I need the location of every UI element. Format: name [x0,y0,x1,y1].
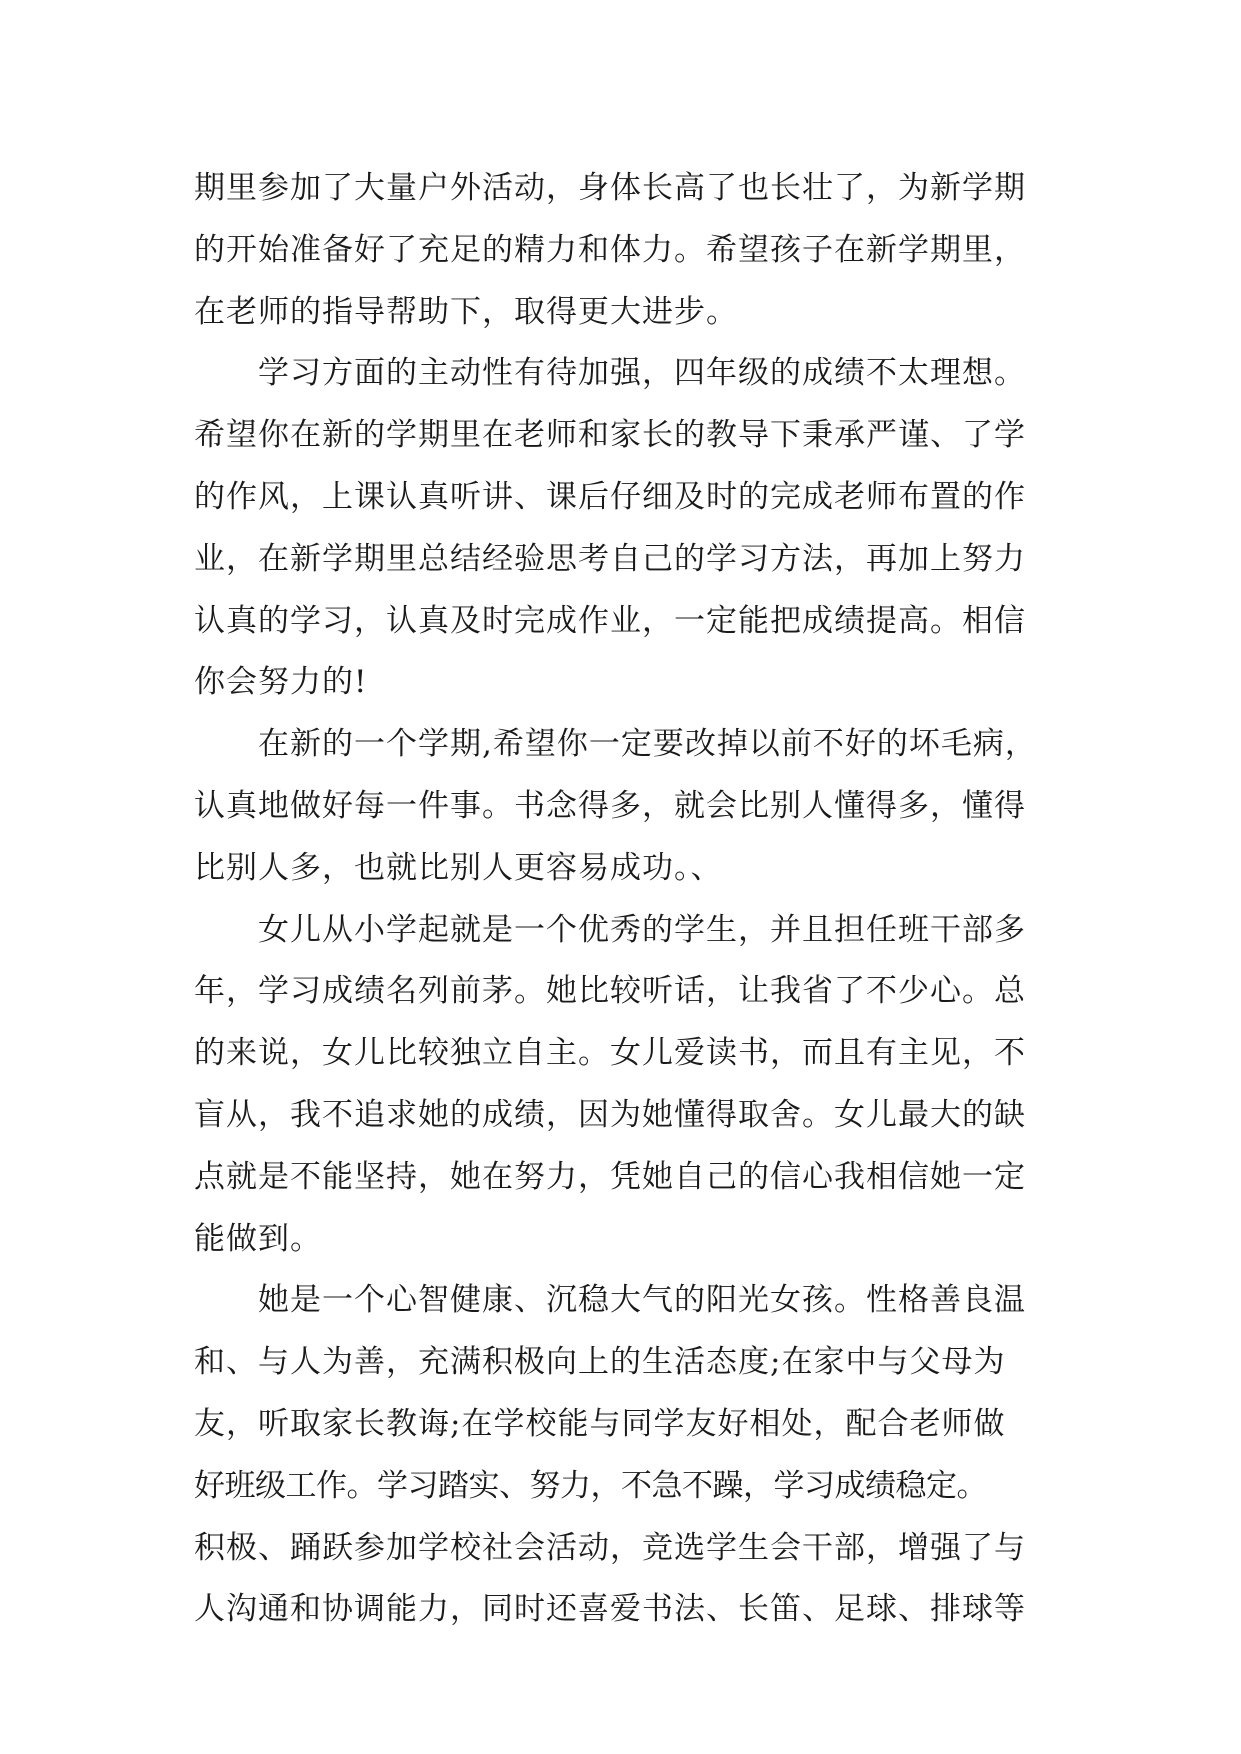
text-line: 友，听取家长教诲;在学校能与同学友好相处，配合老师做 [194,1405,1006,1442]
paragraph-first-line: 学习方面的主动性有待加强，四年级的成绩不太理想。 [258,355,1026,392]
text-line: 比别人多，也就比别人更容易成功。、 [194,849,723,886]
text-line: 年，学习成绩名列前茅。她比较听话，让我省了不少心。总 [194,973,1026,1010]
text-line: 的来说，女儿比较独立自主。女儿爱读书，而且有主见，不 [194,1035,1026,1072]
text-line: 积极、踊跃参加学校社会活动，竞选学生会干部，增强了与 [194,1529,1026,1566]
text-line: 期里参加了大量户外活动，身体长高了也长壮了，为新学期 [194,170,1026,206]
text-line: 的开始准备好了充足的精力和体力。希望孩子在新学期里， [194,231,1026,268]
text-line: 业，在新学期里总结经验思考自己的学习方法，再加上努力 [194,540,1026,577]
text-line: 好班级工作。学习踏实、努力，不急不躁，学习成绩稳定。 [194,1467,987,1504]
text-line: 的作风，上课认真听讲、课后仔细及时的完成老师布置的作 [194,478,1026,515]
paragraph-first-line: 在新的一个学期,希望你一定要改掉以前不好的坏毛病， [258,726,1037,763]
paragraph-first-line: 女儿从小学起就是一个优秀的学生，并且担任班干部多 [258,911,1026,948]
text-line: 认真地做好每一件事。书念得多，就会比别人懂得多，懂得 [194,787,1026,824]
text-line: 盲从，我不追求她的成绩，因为她懂得取舍。女儿最大的缺 [194,1096,1026,1133]
text-line: 点就是不能坚持，她在努力，凭她自己的信心我相信她一定 [194,1158,1026,1195]
text-line: 人沟通和协调能力，同时还喜爱书法、长笛、足球、排球等 [194,1591,1026,1628]
text-line: 你会努力的! [194,664,368,701]
text-line: 在老师的指导帮助下，取得更大进步。 [194,293,738,330]
text-line: 认真的学习，认真及时完成作业，一定能把成绩提高。相信 [194,602,1026,639]
text-line: 希望你在新的学期里在老师和家长的教导下秉承严谨、了学 [194,417,1026,454]
text-line: 和、与人为善，充满积极向上的生活态度;在家中与父母为 [194,1344,1006,1381]
text-line: 能做到。 [194,1220,322,1257]
paragraph-first-line: 她是一个心智健康、沉稳大气的阳光女孩。性格善良温 [258,1282,1026,1319]
document-body [194,158,1064,1641]
